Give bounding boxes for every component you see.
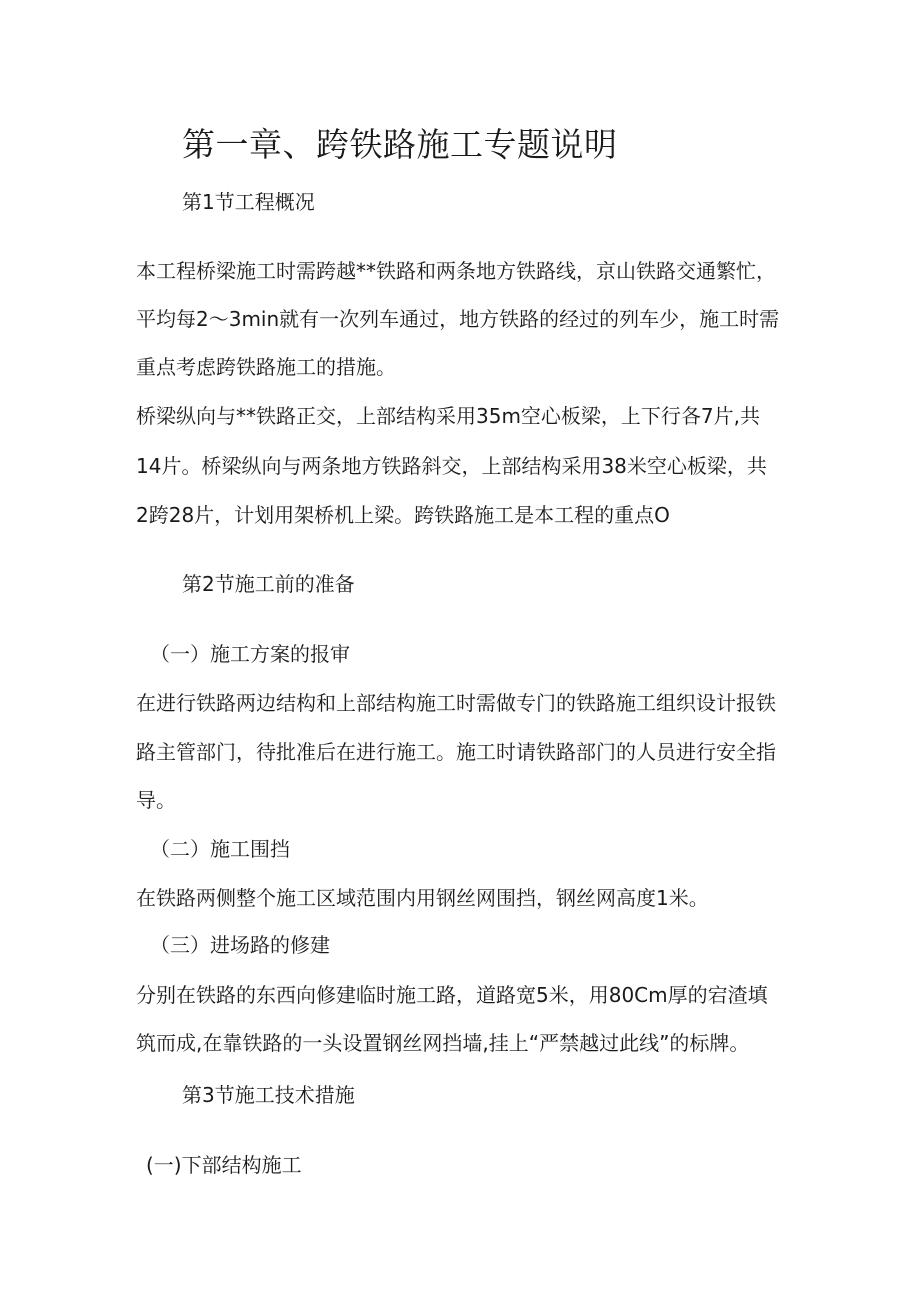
paragraph-line: 路主管部门，待批准后在进行施工。施工时请铁路部门的人员进行安全指 — [136, 740, 776, 764]
paragraph-line: 导。 — [136, 788, 176, 812]
subsection-heading: （三）进场路的修建 — [150, 933, 330, 957]
paragraph-line: 在铁路两侧整个施工区域范围内用钢丝网围挡，钢丝网高度1米。 — [136, 886, 709, 910]
paragraph-line: 筑而成,在靠铁路的一头设置钢丝网挡墙,挂上“严禁越过此线”的标牌。 — [136, 1031, 750, 1055]
section-heading-3: 第3节施工技术措施 — [182, 1083, 355, 1107]
subsection-heading: （一）施工方案的报审 — [150, 642, 350, 666]
paragraph-line: 重点考虑跨铁路施工的措施。 — [136, 355, 396, 379]
paragraph-line: 14片。桥梁纵向与两条地方铁路斜交，上部结构采用38米空心板梁，共 — [136, 454, 767, 478]
chapter-title: 第一章、跨铁路施工专题说明 — [182, 125, 618, 164]
paragraph-line: 桥梁纵向与**铁路正交，上部结构采用35m空心板梁，上下行各7片,共 — [136, 404, 761, 428]
paragraph-line: 本工程桥梁施工时需跨越**铁路和两条地方铁路线，京山铁路交通繁忙， — [136, 259, 776, 283]
section-heading-2: 第2节施工前的准备 — [182, 572, 355, 596]
paragraph-line: 在进行铁路两边结构和上部结构施工时需做专门的铁路施工组织设计报铁 — [136, 691, 776, 715]
paragraph-line: 平均每2〜3min就有一次列车通过，地方铁路的经过的列车少，施工时需 — [136, 307, 780, 331]
paragraph-line: 2跨28片，计划用架桥机上梁。跨铁路施工是本工程的重点O — [136, 503, 670, 527]
subsection-heading: (一)下部结构施工 — [146, 1153, 302, 1177]
subsection-heading: （二）施工围挡 — [150, 837, 290, 861]
section-heading-1: 第1节工程概况 — [182, 190, 315, 214]
paragraph-line: 分别在铁路的东西向修建临时施工路，道路宽5米，用80Cm厚的宕渣填 — [136, 983, 768, 1007]
